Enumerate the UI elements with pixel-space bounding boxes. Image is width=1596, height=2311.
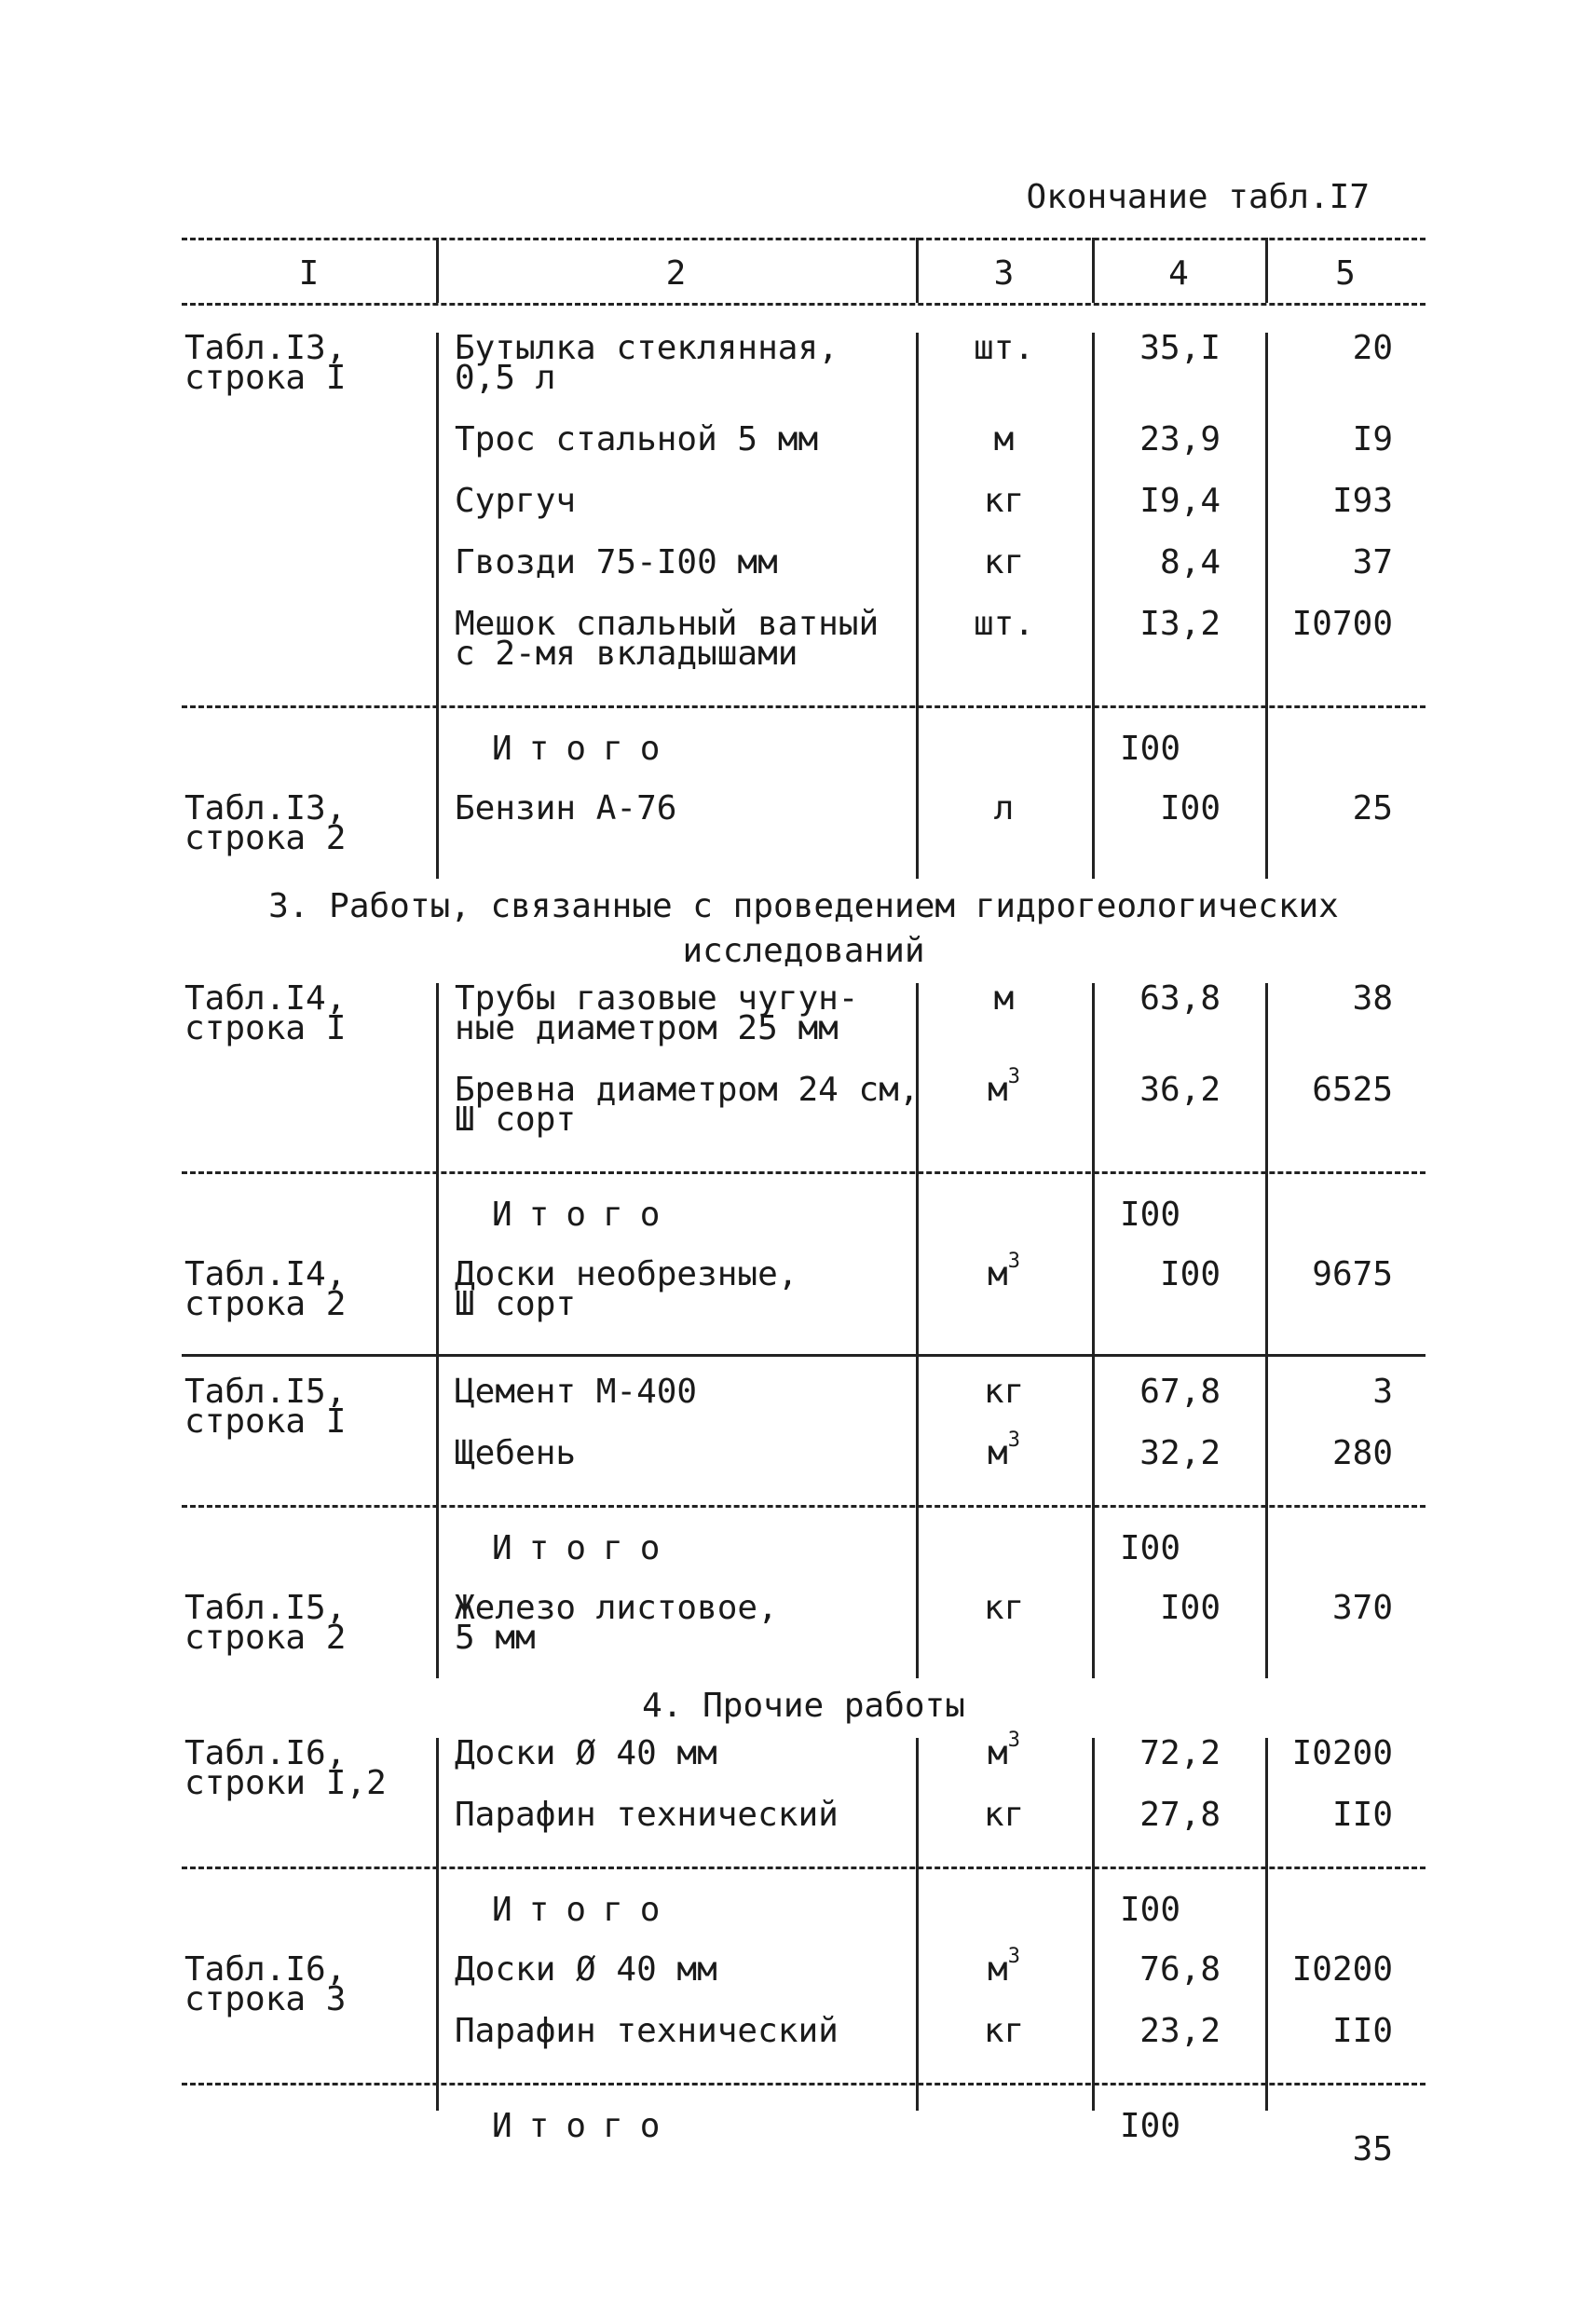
quantity-col4: 76,8 [1139,1950,1221,1989]
value-col5: I0200 [1291,1950,1393,1989]
unit-cell [916,1796,1092,1834]
unit-text: м [993,979,1015,1018]
column-divider-3 [1092,333,1095,705]
item-name: Щебень [455,1434,577,1472]
item-name: Парафин технический [455,1796,839,1834]
column-divider-2 [916,333,919,705]
row-reference: строка I [184,1402,347,1441]
item-name: 0,5 л [455,359,556,397]
row-reference: Табл.I5, [184,1589,347,1627]
item-name: с 2-мя вкладышами [455,635,798,673]
value-col5: 280 [1331,1434,1393,1472]
unit-superscript: 3 [1007,1945,1020,1968]
value-col5: 38 [1352,979,1393,1018]
unit-cell [916,1729,1092,1772]
quantity-col4: I9,4 [1139,482,1221,520]
item-name: Сургуч [455,482,577,520]
column-divider-4 [1265,2083,1268,2111]
total-label: Итого [492,1891,677,1929]
column-divider-3 [1092,1171,1095,1354]
item-name: Трубы газовые чугун- [455,979,859,1018]
unit-text: шт. [973,605,1035,643]
column-divider-2 [916,2083,919,2111]
column-divider-2 [916,1505,919,1678]
item-name: ные диаметром 25 мм [455,1009,839,1047]
unit-cell [916,2012,1092,2050]
item-name: Бутылка стеклянная, [455,329,839,367]
value-col5: II0 [1331,2012,1393,2050]
quantity-col4: I3,2 [1139,605,1221,643]
column-header-4: 4 [1168,254,1189,293]
column-divider-3 [1092,705,1095,879]
item-name: Цемент М-400 [455,1373,698,1411]
row-reference: Табл.I5, [184,1373,347,1411]
total-value: I00 [1120,730,1181,768]
quantity-col4: 27,8 [1139,1796,1221,1834]
column-divider-2 [916,983,919,1171]
column-divider-1 [436,2083,439,2111]
row-reference: строки I,2 [184,1764,387,1802]
total-value: I00 [1120,1196,1181,1234]
column-divider-1 [436,1738,439,1867]
total-label: Итого [492,1196,677,1234]
unit-text: кг [983,1589,1025,1627]
item-name: Мешок спальный ватный [455,605,880,643]
column-header-2: 2 [665,254,687,293]
column-divider-4 [1265,1505,1268,1678]
quantity-col4: 36,2 [1139,1071,1221,1109]
total-value: I00 [1120,1891,1181,1929]
item-name: Гвозди 75-I00 мм [455,543,778,581]
quantity-col4: 8,4 [1159,543,1221,581]
unit-cell [916,1429,1092,1472]
unit-text: кг [983,543,1025,581]
column-divider-3 [1092,238,1095,303]
unit-text: м [988,1734,1008,1772]
unit-text: шт. [973,329,1035,367]
column-divider-2 [916,1354,919,1505]
unit-cell [916,1065,1092,1109]
unit-cell [916,1589,1092,1627]
table-top-rule [182,238,1425,240]
unit-text: м [988,1071,1008,1109]
row-reference: Табл.I3, [184,789,347,827]
column-divider-4 [1265,1354,1268,1505]
column-divider-4 [1265,1171,1268,1354]
row-reference: Табл.I4, [184,979,347,1018]
quantity-col4: 72,2 [1139,1734,1221,1772]
unit-cell [916,1250,1092,1293]
row-reference: строка 3 [184,1980,347,2018]
item-name: Доски Ø 40 мм [455,1950,717,1989]
column-divider-3 [1092,983,1095,1171]
value-col5: 9675 [1312,1255,1393,1293]
column-header-5: 5 [1335,254,1356,293]
quantity-col4: 63,8 [1139,979,1221,1018]
header-bottom-rule [182,303,1425,306]
column-header-1: I [298,254,320,293]
row-reference: строка I [184,1009,347,1047]
unit-superscript: 3 [1007,1065,1020,1088]
column-divider-3 [1092,1867,1095,2083]
unit-text: кг [983,482,1025,520]
unit-text: м [988,1255,1008,1293]
quantity-col4: 32,2 [1139,1434,1221,1472]
value-col5: 370 [1331,1589,1393,1627]
total-value: I00 [1120,1529,1181,1567]
column-divider-1 [436,238,439,303]
item-name: Ш сорт [455,1101,577,1139]
unit-text: м [988,1434,1008,1472]
unit-superscript: 3 [1007,1250,1020,1273]
unit-cell [916,329,1092,367]
column-divider-3 [1092,2083,1095,2111]
value-col5: 20 [1352,329,1393,367]
unit-text: кг [983,1373,1025,1411]
value-col5: I9 [1352,420,1393,458]
group-rule [182,1505,1425,1508]
unit-superscript: 3 [1007,1729,1020,1752]
item-name: Ш сорт [455,1285,577,1323]
unit-superscript: 3 [1007,1429,1020,1452]
quantity-col4: I00 [1159,1255,1221,1293]
column-divider-2 [916,238,919,303]
column-divider-4 [1265,1738,1268,1867]
column-divider-1 [436,1505,439,1678]
total-value: I00 [1120,2107,1181,2145]
item-name: Доски необрезные, [455,1255,798,1293]
value-col5: 37 [1352,543,1393,581]
column-divider-1 [436,1171,439,1354]
table-continuation-caption: Окончание табл.I7 [1026,178,1370,216]
group-rule [182,2083,1425,2085]
column-divider-4 [1265,1867,1268,2083]
item-name: Доски Ø 40 мм [455,1734,717,1772]
row-reference: строка 2 [184,1285,347,1323]
column-divider-4 [1265,705,1268,879]
column-divider-1 [436,1867,439,2083]
quantity-col4: 67,8 [1139,1373,1221,1411]
item-name: Железо листовое, [455,1589,778,1627]
value-col5: 3 [1372,1373,1393,1411]
group-rule [182,1354,1425,1357]
row-reference: Табл.I6, [184,1950,347,1989]
unit-text: л [993,789,1015,827]
column-divider-2 [916,1738,919,1867]
column-divider-4 [1265,333,1268,705]
column-divider-3 [1092,1354,1095,1505]
group-rule [182,1867,1425,1869]
quantity-col4: 23,2 [1139,2012,1221,2050]
unit-text: кг [983,2012,1025,2050]
unit-cell [916,605,1092,643]
quantity-col4: I00 [1159,789,1221,827]
unit-cell [916,420,1092,458]
unit-cell [916,979,1092,1018]
value-col5: I0700 [1291,605,1393,643]
section-heading: 4. Прочие работы [642,1687,965,1725]
section-heading: исследований [682,932,925,970]
group-rule [182,705,1425,708]
unit-cell [916,1373,1092,1411]
page-number: 35 [1352,2130,1393,2168]
item-name: 5 мм [455,1619,536,1657]
value-col5: I93 [1331,482,1393,520]
column-divider-2 [916,1171,919,1354]
value-col5: I0200 [1291,1734,1393,1772]
unit-cell [916,543,1092,581]
value-col5: II0 [1331,1796,1393,1834]
section-heading: 3. Работы, связанные с проведением гидрогеологических [268,887,1339,925]
row-reference: Табл.I6, [184,1734,347,1772]
column-divider-3 [1092,1505,1095,1678]
value-col5: 6525 [1312,1071,1393,1109]
column-header-3: 3 [993,254,1015,293]
unit-text: кг [983,1796,1025,1834]
total-label: Итого [492,730,677,768]
column-divider-4 [1265,238,1268,303]
quantity-col4: I00 [1159,1589,1221,1627]
value-col5: 25 [1352,789,1393,827]
row-reference: строка 2 [184,819,347,857]
quantity-col4: 35,I [1139,329,1221,367]
unit-text: м [993,420,1015,458]
column-divider-1 [436,1354,439,1505]
unit-cell [916,789,1092,827]
unit-cell [916,1945,1092,1989]
total-label: Итого [492,2107,677,2145]
row-reference: строка 2 [184,1619,347,1657]
item-name: Трос стальной 5 мм [455,420,819,458]
row-reference: Табл.I4, [184,1255,347,1293]
column-divider-2 [916,705,919,879]
group-rule [182,1171,1425,1174]
column-divider-3 [1092,1738,1095,1867]
row-reference: строка I [184,359,347,397]
column-divider-1 [436,333,439,705]
column-divider-2 [916,1867,919,2083]
total-label: Итого [492,1529,677,1567]
row-reference: Табл.I3, [184,329,347,367]
item-name: Парафин технический [455,2012,839,2050]
item-name: Бревна диаметром 24 см, [455,1071,920,1109]
unit-cell [916,482,1092,520]
quantity-col4: 23,9 [1139,420,1221,458]
column-divider-1 [436,983,439,1171]
item-name: Бензин А-76 [455,789,677,827]
column-divider-4 [1265,983,1268,1171]
unit-text: м [988,1950,1008,1989]
column-divider-1 [436,705,439,879]
